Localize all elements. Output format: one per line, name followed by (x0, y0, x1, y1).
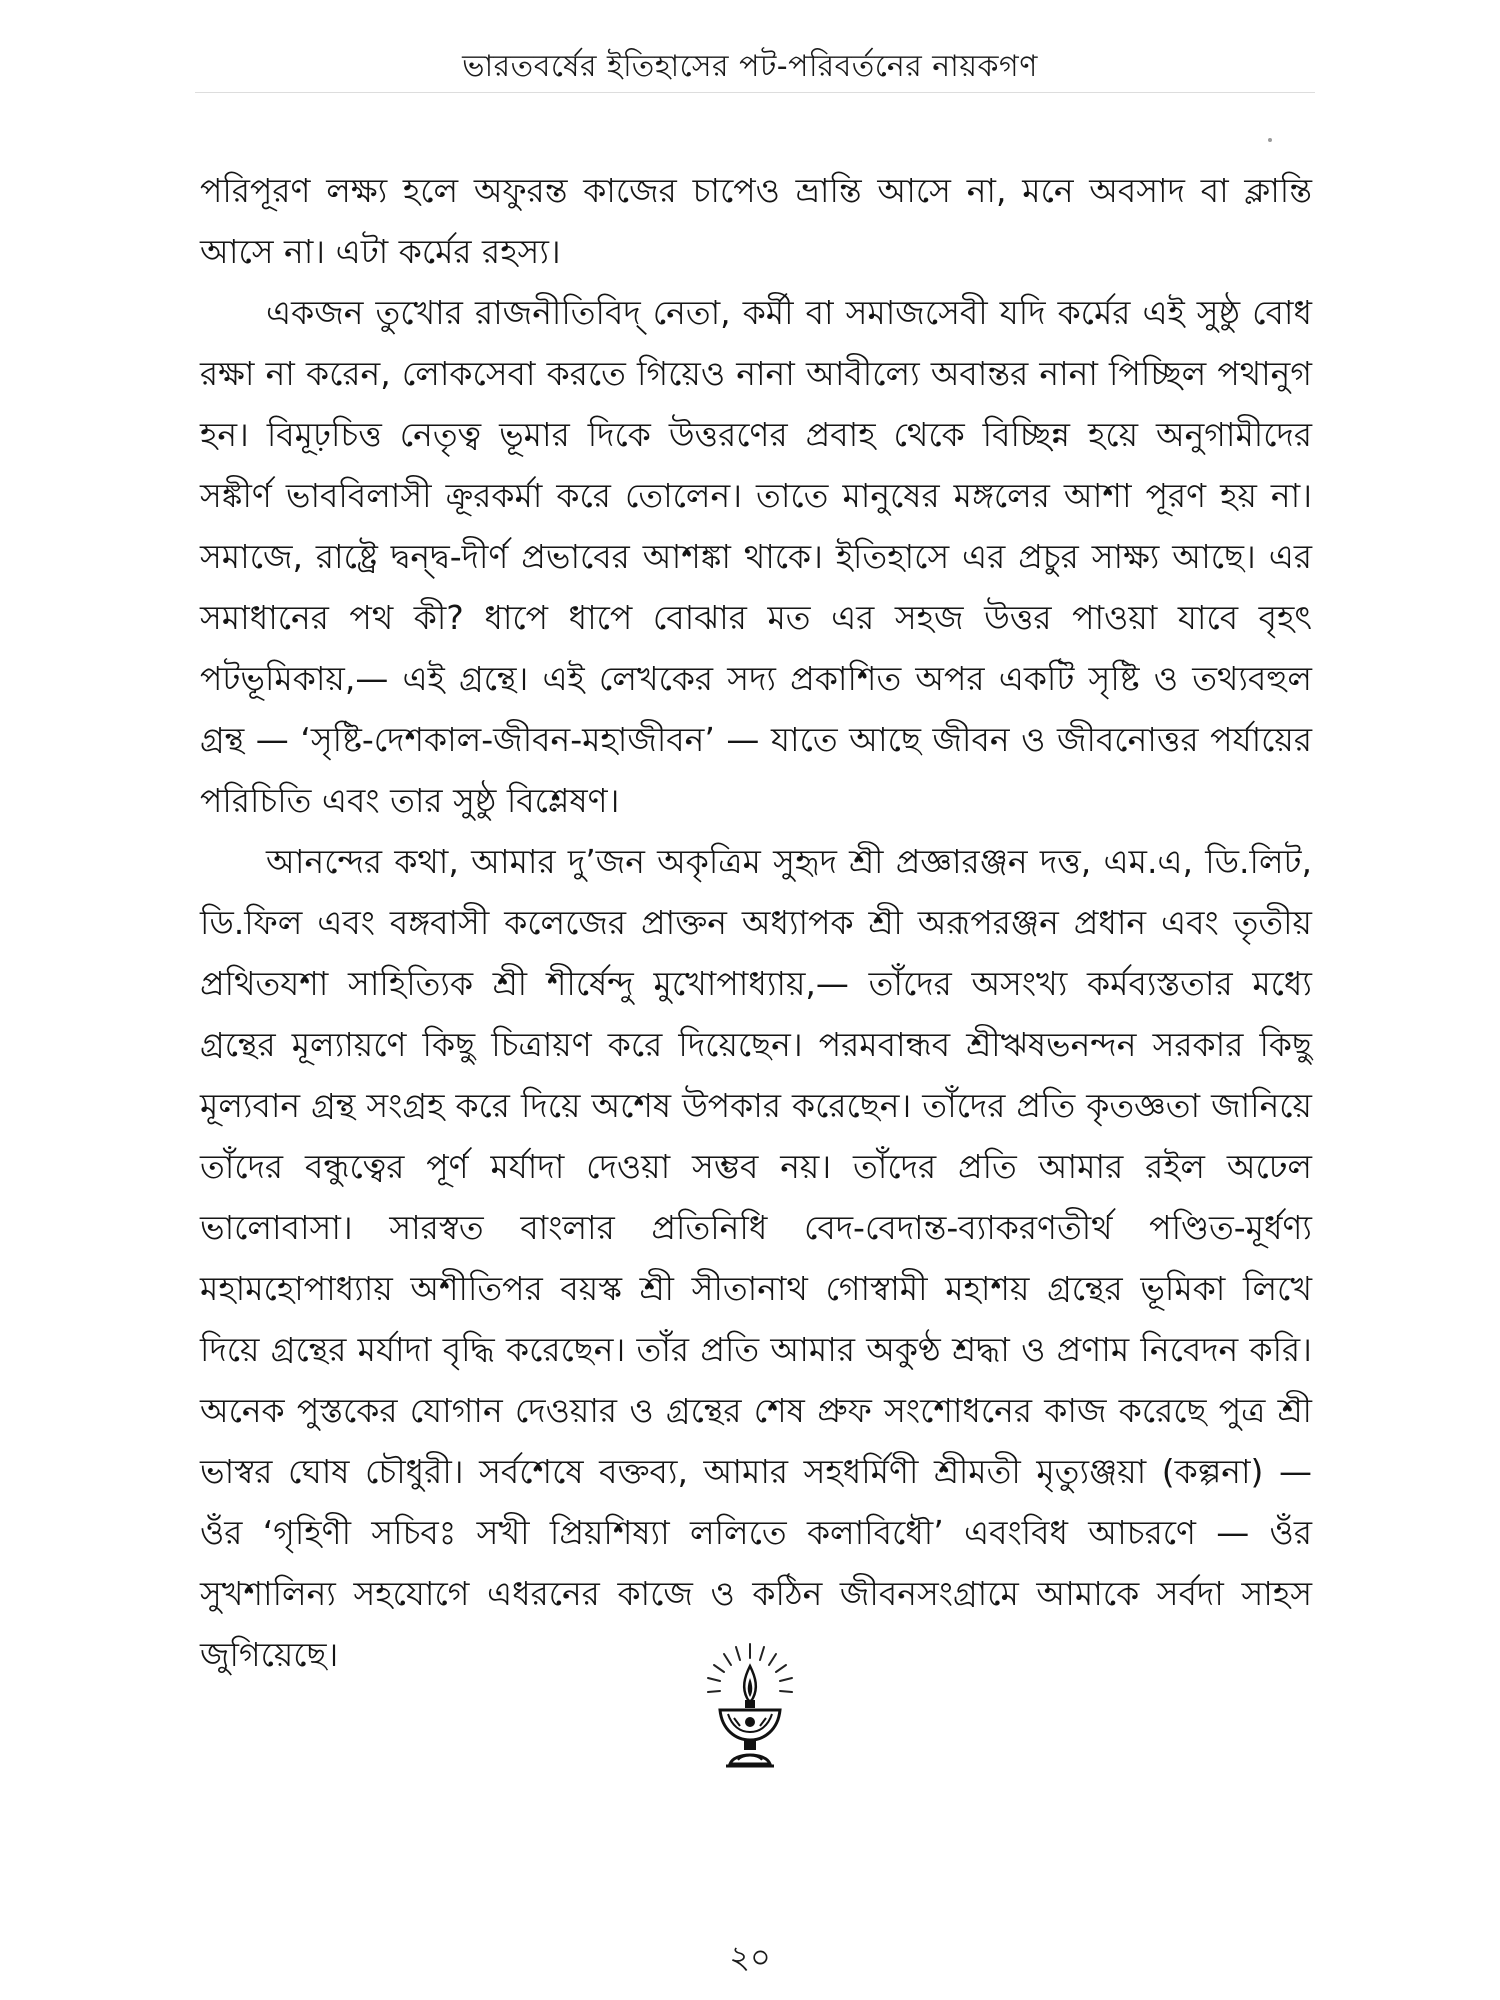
body-text (200, 160, 1312, 1685)
lamp-ornament-icon (700, 1640, 800, 1780)
print-speck (1268, 138, 1272, 142)
paragraph-3: আনন্দের কথা, আমার দু’জন অকৃত্রিম সুহৃদ শ্রী প্রজ্ঞারঞ্জন দত্ত, এম.এ, ডি.লিট, ডি.ফিল এবং বঙ্গবাসী কলেজের প্রাক্তন অধ্যাপক শ্রী অরূপরঞ্জন প্রধান এবং তৃতীয় প্রথিতযশা সাহিত্যিক শ্রী শীর্ষেন্দু মুখোপাধ্যায়,— তাঁদের অসংখ্য কর্মব্যস্ততার মধ্যে গ্রন্থের মূল্যায়ণে কিছু চিত্রায়ণ করে দিয়েছেন। পরমবান্ধব শ্রীঋষভনন্দন সরকার কিছু মূল্যবান গ্রন্থ সংগ্রহ করে দিয়ে অশেষ উপকার করেছেন। তাঁদের প্রতি কৃতজ্ঞতা জানিয়ে তাঁদের বন্ধুত্বের পূর্ণ মর্যাদা দেওয়া সম্ভব নয়। তাঁদের প্রতি আমার রইল অঢেল ভালোবাসা। সারস্বত বাংলার প্রতিনিধি বেদ-বেদান্ত-ব্যাকরণতীর্থ পণ্ডিত-মূর্ধণ্য মহামহোপাধ্যায় অশীতিপর বয়স্ক শ্রী সীতানাথ গোস্বামী মহাশয় গ্রন্থের ভূমিকা লিখে দিয়ে গ্রন্থের মর্যাদা বৃদ্ধি করেছেন। তাঁর প্রতি আমার অকুণ্ঠ শ্রদ্ধা ও প্রণাম নিবেদন করি। অনেক পুস্তকের যোগান দেওয়ার ও গ্রন্থের শেষ প্রুফ সংশোধনের কাজ করেছে পুত্র শ্রী ভাস্বর ঘোষ চৌধুরী। সর্বশেষে বক্তব্য, আমার সহধর্মিণী শ্রীমতী মৃত্যুঞ্জয়া (কল্পনা) — ওঁর ‘গৃহিণী সচিবঃ সখী প্রিয়শিষ্যা ললিতে কলাবিধৌ’ এবংবিধ আচরণে — ওঁর সুখশালিন্য সহযোগে এধরনের কাজে ও কঠিন জীবনসংগ্রামে আমাকে সর্বদা সাহস জুগিয়েছে। (200, 842, 1312, 1674)
page-number: ২০ (729, 1938, 771, 1976)
paragraph-1: পরিপূরণ লক্ষ্য হলে অফুরন্ত কাজের চাপেও ভ্রান্তি আসে না, মনে অবসাদ বা ক্লান্তি আসে না। এটা কর্মের রহস্য। (200, 171, 1312, 271)
header-rule (195, 92, 1315, 93)
running-head-title: ভারতবর্ষের ইতিহাসের পট-পরিবর্তনের নায়কগণ (462, 49, 1038, 84)
paragraph-2: একজন তুখোর রাজনীতিবিদ্ নেতা, কর্মী বা সমাজসেবী যদি কর্মের এই সুষ্ঠু বোধ রক্ষা না করেন, লোকসেবা করতে গিয়েও নানা আবীল্যে অবান্তর নানা পিচ্ছিল পথানুগ হন। বিমূঢ়চিত্ত নেতৃত্ব ভূমার দিকে উত্তরণের প্রবাহ থেকে বিচ্ছিন্ন হয়ে অনুগামীদের সঙ্কীর্ণ ভাববিলাসী ক্রূরকর্মা করে তোলেন। তাতে মানুষের মঙ্গলের আশা পূরণ হয় না। সমাজে, রাষ্ট্রে দ্বন্দ্ব-দীর্ণ প্রভাবের আশঙ্কা থাকে। ইতিহাসে এর প্রচুর সাক্ষ্য আছে। এর সমাধানের পথ কী? ধাপে ধাপে বোঝার মত এর সহজ উত্তর পাওয়া যাবে বৃহৎ পটভূমিকায়,— এই গ্রন্থে। এই লেখকের সদ্য প্রকাশিত অপর একটি সৃষ্টি ও তথ্যবহুল গ্রন্থ — ‘সৃষ্টি-দেশকাল-জীবন-মহাজীবন’ — যাতে আছে জীবন ও জীবনোত্তর পর্যায়ের পরিচিতি এবং তার সুষ্ঠু বিশ্লেষণ। (200, 293, 1312, 820)
